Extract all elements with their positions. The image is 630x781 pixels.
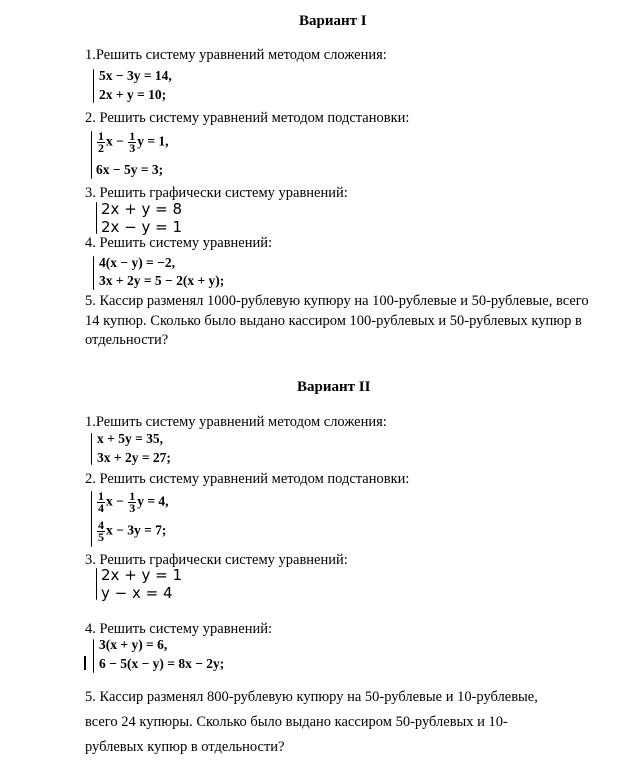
v1-task-3: 3. Решить графически систему уравнений: <box>85 185 348 201</box>
v2-task-1: 1.Решить систему уравнений методом сложения: <box>85 414 387 430</box>
v2-task-3: 3. Решить графически систему уравнений: <box>85 552 348 568</box>
text-cursor <box>84 656 86 670</box>
v1-system-2: $\frac{1}{2}$ x − $\frac{1}{3}$ y = 1, 6x − 5y = 3; <box>91 129 311 181</box>
v2-task-4: 4. Решить систему уравнений: <box>85 621 273 637</box>
v2-task-5-line-3: рублевых купюр в отдельности? <box>85 739 285 755</box>
v1-system-3: 2x + y = 8 2x − y = 1 <box>93 200 293 236</box>
v1-task-2: 2. Решить систему уравнений методом подстановки: <box>85 110 410 126</box>
v1-task-1: 1.Решить систему уравнений методом сложения: <box>85 47 387 63</box>
v1-task-5: 5. Кассир разменял 1000-рублевую купюру на 100-рублевые и 50-рублевые, всего 14 купюр. Сколько было выдано кассиром 100-рублевых и 50-рублевых купюр в отдельности? <box>85 293 589 348</box>
v1-system-4: 4(x − y) = −2, 3x + 2y = 5 − 2(x + y); <box>93 254 313 292</box>
v1-task-4: 4. Решить систему уравнений: <box>85 235 273 251</box>
v2-system-1: x + 5y = 35, 3x + 2y = 27; <box>91 431 291 467</box>
v2-system-3: 2x + y = 1 y − x = 4 <box>93 566 293 604</box>
variant-1-title: Вариант I <box>299 13 367 29</box>
v2-task-2: 2. Решить систему уравнений методом подстановки: <box>85 471 410 487</box>
v2-task-5-line-2: всего 24 купюры. Сколько было выдано кассиром 50-рублевых и 10- <box>85 714 508 730</box>
v1-system-1: 5x − 3y = 14, 2x + y = 10; <box>93 67 293 105</box>
variant-2-title: Вариант II <box>297 379 371 395</box>
v2-task-5-line-1: 5. Кассир разменял 800-рублевую купюру на 50-рублевые и 10-рублевые, <box>85 689 538 705</box>
v2-system-2: $\frac{1}{4}$ x − $\frac{1}{3}$ y = 4, $\frac{4}{5}$ x − 3y = 7; <box>91 489 311 549</box>
v2-system-4: 3(x + y) = 6, 6 − 5(x − y) = 8x − 2y; <box>93 637 313 675</box>
